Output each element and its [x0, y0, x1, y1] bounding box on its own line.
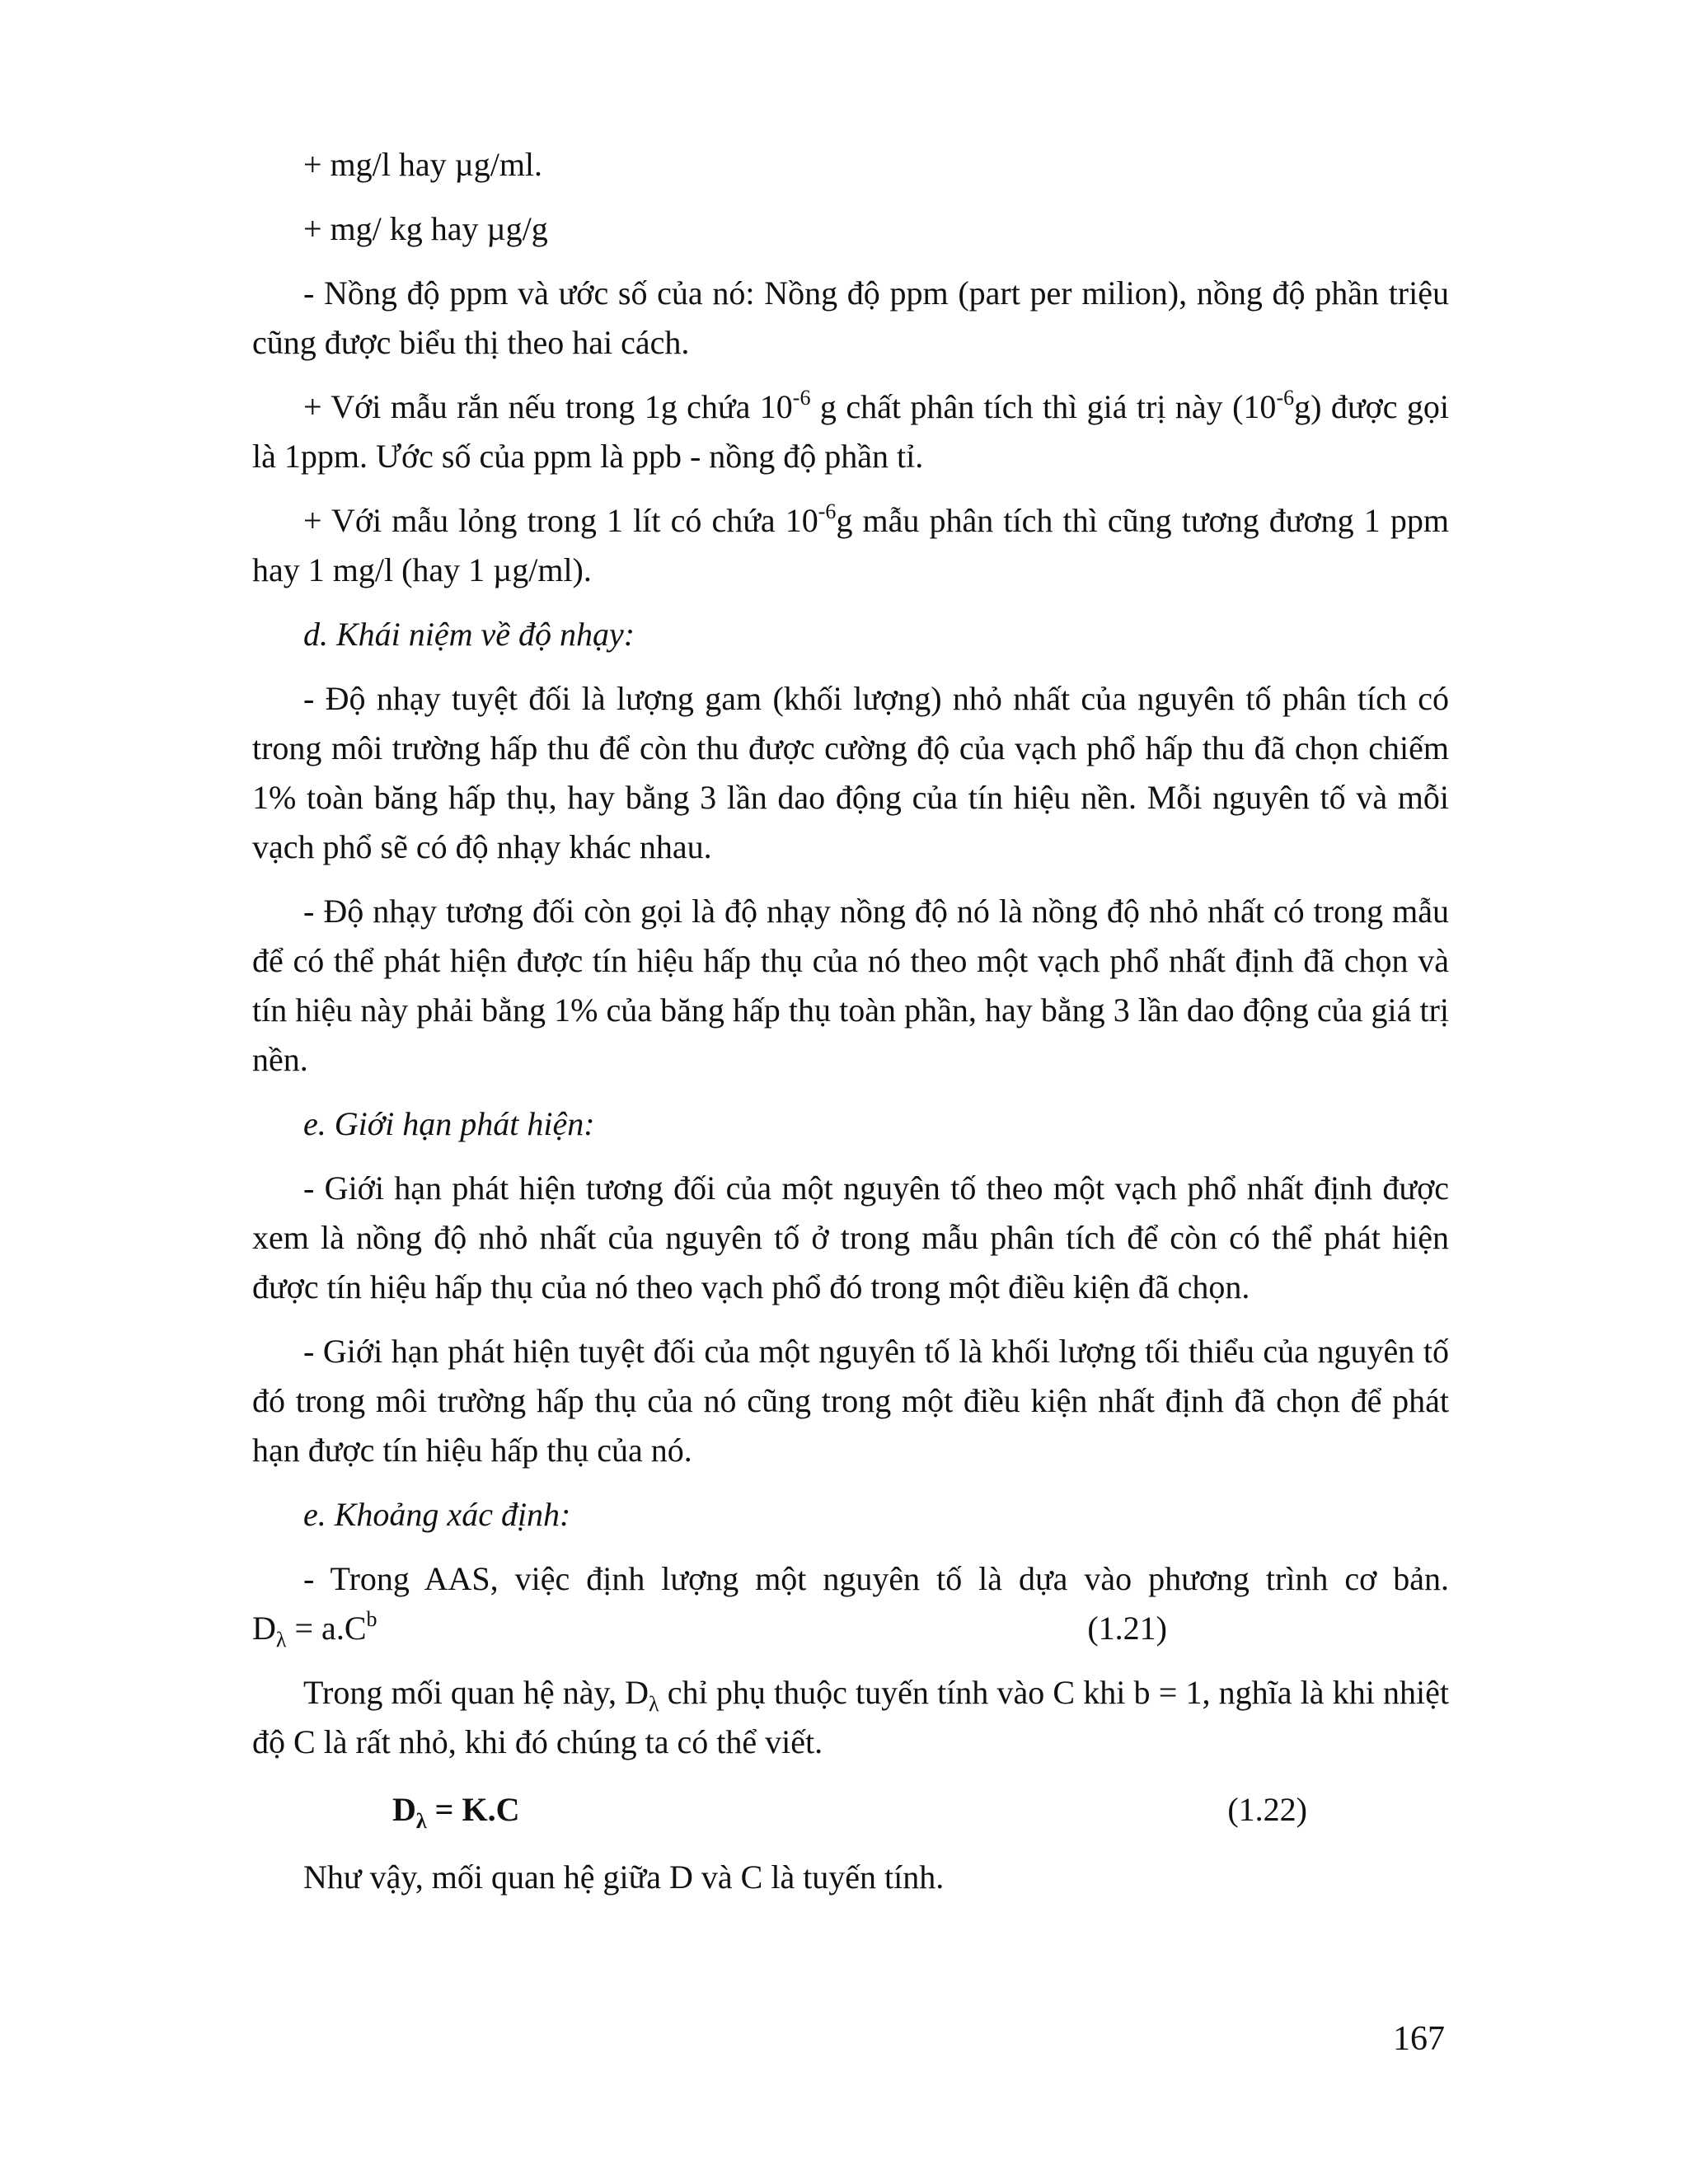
text: = K.C: [426, 1791, 520, 1828]
page-body: [252, 140, 1449, 1917]
aas-equation-paragraph: [252, 1554, 1449, 1653]
equation-2-expression: [392, 1785, 519, 1835]
page-number: 167: [1393, 2020, 1445, 2058]
subscript: λ: [275, 1628, 287, 1652]
absolute-detection-limit-paragraph: [252, 1327, 1449, 1475]
aas-line: [252, 1554, 1449, 1604]
relative-sensitivity-paragraph: [252, 887, 1449, 1085]
text: - Nồng độ ppm và ước số của nó: Nồng độ ppm (part per milion), nồng độ phần triệu cũng được biểu thị theo hai cách.: [252, 274, 1449, 361]
equation-number: (1.21): [1087, 1610, 1167, 1647]
text: Trong mối quan hệ này, D: [303, 1674, 649, 1711]
solid-sample-paragraph: [252, 382, 1449, 481]
section-heading-e1: [252, 1099, 1449, 1149]
relative-detection-limit-paragraph: [252, 1164, 1449, 1312]
text: + mg/l hay µg/ml.: [303, 146, 543, 183]
text: Như vậy, mối quan hệ giữa D và C là tuyến tính.: [303, 1858, 945, 1896]
superscript: -6: [792, 385, 811, 410]
ppm-paragraph: [252, 269, 1449, 368]
section-heading-d: [252, 610, 1449, 659]
absolute-sensitivity-paragraph: [252, 674, 1449, 872]
text: + Với mẫu rắn nếu trong 1g chứa 10: [303, 388, 793, 425]
equation-1-21: [252, 1604, 1449, 1653]
text: D: [392, 1791, 416, 1828]
section-heading-e2: [252, 1490, 1449, 1540]
text: + Với mẫu lỏng trong 1 lít có chứa 10: [303, 502, 818, 539]
superscript: -6: [1276, 385, 1295, 410]
subscript: λ: [415, 1809, 427, 1833]
text: - Giới hạn phát hiện tuyệt đối của một nguyên tố là khối lượng tối thiểu của nguyên tố đó trong môi trường hấp thụ của nó cũng trong một điều kiện nhất định đã chọn để phát hạn được tín hiệu hấp thụ của nó.: [252, 1333, 1449, 1469]
unit-line-2: [252, 204, 1449, 254]
text: e. Giới hạn phát hiện:: [303, 1105, 595, 1142]
text: - Độ nhạy tương đối còn gọi là độ nhạy nồng độ nó là nồng độ nhỏ nhất có trong mẫu để có thể phát hiện được tín hiệu hấp thụ của nó theo một vạch phổ nhất định đã chọn và tín hiệu này phải bằng 1% của băng hấp thụ toàn phần, hay bằng 3 lần dao động của giá trị nền.: [252, 893, 1449, 1078]
linear-dependence-paragraph: [252, 1668, 1449, 1767]
text: e. Khoảng xác định:: [303, 1496, 571, 1533]
text: g) được gọi là 1ppm. Ước số của ppm là ppb - nồng độ phần tỉ.: [252, 388, 1449, 475]
equation-1-22: [252, 1785, 1449, 1835]
unit-line-1: [252, 140, 1449, 190]
text: - Độ nhạy tuyệt đối là lượng gam (khối lượng) nhỏ nhất của nguyên tố phân tích có trong môi trường hấp thu để còn thu được cường độ của vạch phổ hấp thu đã chọn chiếm 1% toàn băng hấp thụ, hay bằng 3 lần dao động của tín hiệu nền. Mỗi nguyên tố và mỗi vạch phổ sẽ có độ nhạy khác nhau.: [252, 680, 1449, 865]
equation-number: (1.22): [1227, 1791, 1307, 1828]
text: - Giới hạn phát hiện tương đối của một nguyên tố theo một vạch phổ nhất định được xem là nồng độ nhỏ nhất của nguyên tố ở trong mẫu phân tích để còn có thể phát hiện được tín hiệu hấp thụ của nó theo vạch phổ đó trong một điều kiện đã chọn.: [252, 1169, 1449, 1305]
text: D: [252, 1610, 276, 1647]
text: g mẫu phân tích thì cũng tương đương 1 ppm hay 1 mg/l (hay 1 µg/ml).: [252, 502, 1449, 588]
text: d. Khái niệm về độ nhạy:: [303, 616, 635, 653]
text: chỉ phụ thuộc tuyến tính vào C khi b = 1, nghĩa là khi nhiệt độ C là rất nhỏ, khi đó chúng ta có thể viết.: [252, 1674, 1449, 1760]
conclusion-paragraph: [252, 1853, 1449, 1902]
subscript: λ: [649, 1692, 659, 1716]
text: = a.C: [286, 1610, 367, 1647]
text: - Trong AAS, việc định lượng một nguyên tố là dựa vào phương trình cơ bản.: [303, 1560, 1449, 1597]
liquid-sample-paragraph: [252, 496, 1449, 595]
superscript: -6: [818, 499, 837, 523]
equation-1-expression: [252, 1604, 377, 1653]
superscript: b: [366, 1606, 377, 1631]
text: g chất phân tích thì giá trị này (10: [810, 388, 1277, 425]
text: + mg/ kg hay µg/g: [303, 210, 548, 247]
